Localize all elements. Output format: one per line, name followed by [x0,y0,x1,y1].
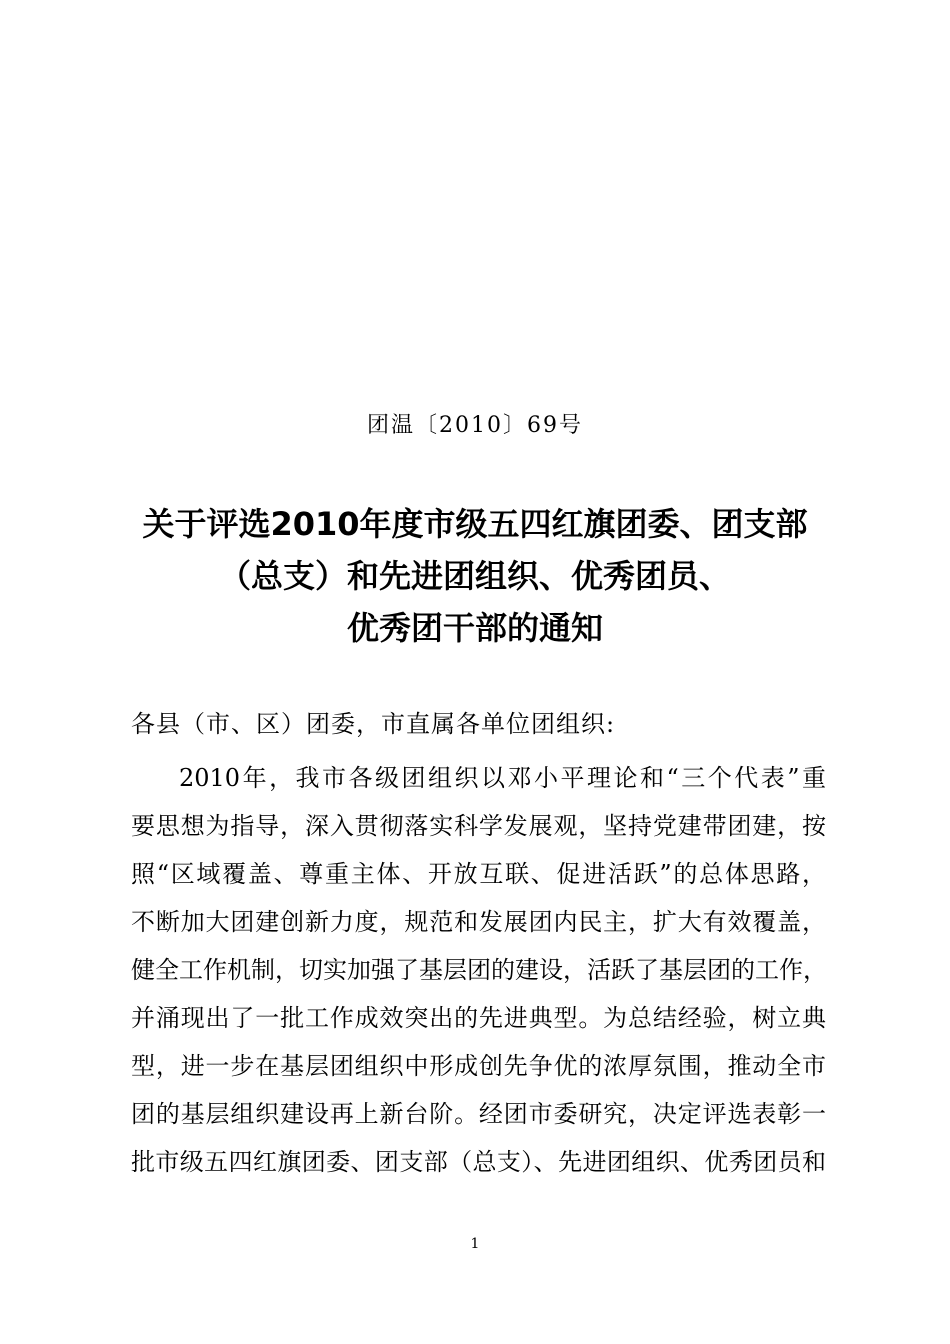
body-line: 并涌现出了一批工作成效突出的先进典型。为总结经验，树立典 [131,1004,826,1032]
body-line: 不断加大团建创新力度，规范和发展团内民主，扩大有效覆盖， [131,908,826,936]
salutation: 各县（市、区）团委，市直属各单位团组织: [131,710,616,738]
body-line: 型，进一步在基层团组织中形成创先争优的浓厚氛围，推动全市 [131,1052,826,1080]
body-line: 照“区域覆盖、尊重主体、开放互联、促进活跃”的总体思路， [131,860,826,888]
body-paragraph [131,754,826,1186]
title-line-3: 优秀团干部的通知 [346,609,603,647]
title-line-2: （总支）和先进团组织、优秀团员、 [218,557,731,595]
body-line: 2010年，我市各级团组织以邓小平理论和“三个代表”重 [179,764,826,792]
title-line-1: 关于评选2010年度市级五四红旗团委、团支部 [142,505,808,543]
body-line: 团的基层组织建设再上新台阶。经团市委研究，决定评选表彰一 [131,1100,826,1128]
body-line: 健全工作机制，切实加强了基层团的建设，活跃了基层团的工作， [131,956,827,984]
document-number: 团温〔2010〕69号 [367,413,583,438]
page-number: 1 [470,1236,480,1252]
body-line: 批市级五四红旗团委、团支部（总支）、先进团组织、优秀团员和 [131,1148,826,1176]
body-line: 要思想为指导，深入贯彻落实科学发展观，坚持党建带团建，按 [131,812,826,840]
document-title [0,498,950,654]
